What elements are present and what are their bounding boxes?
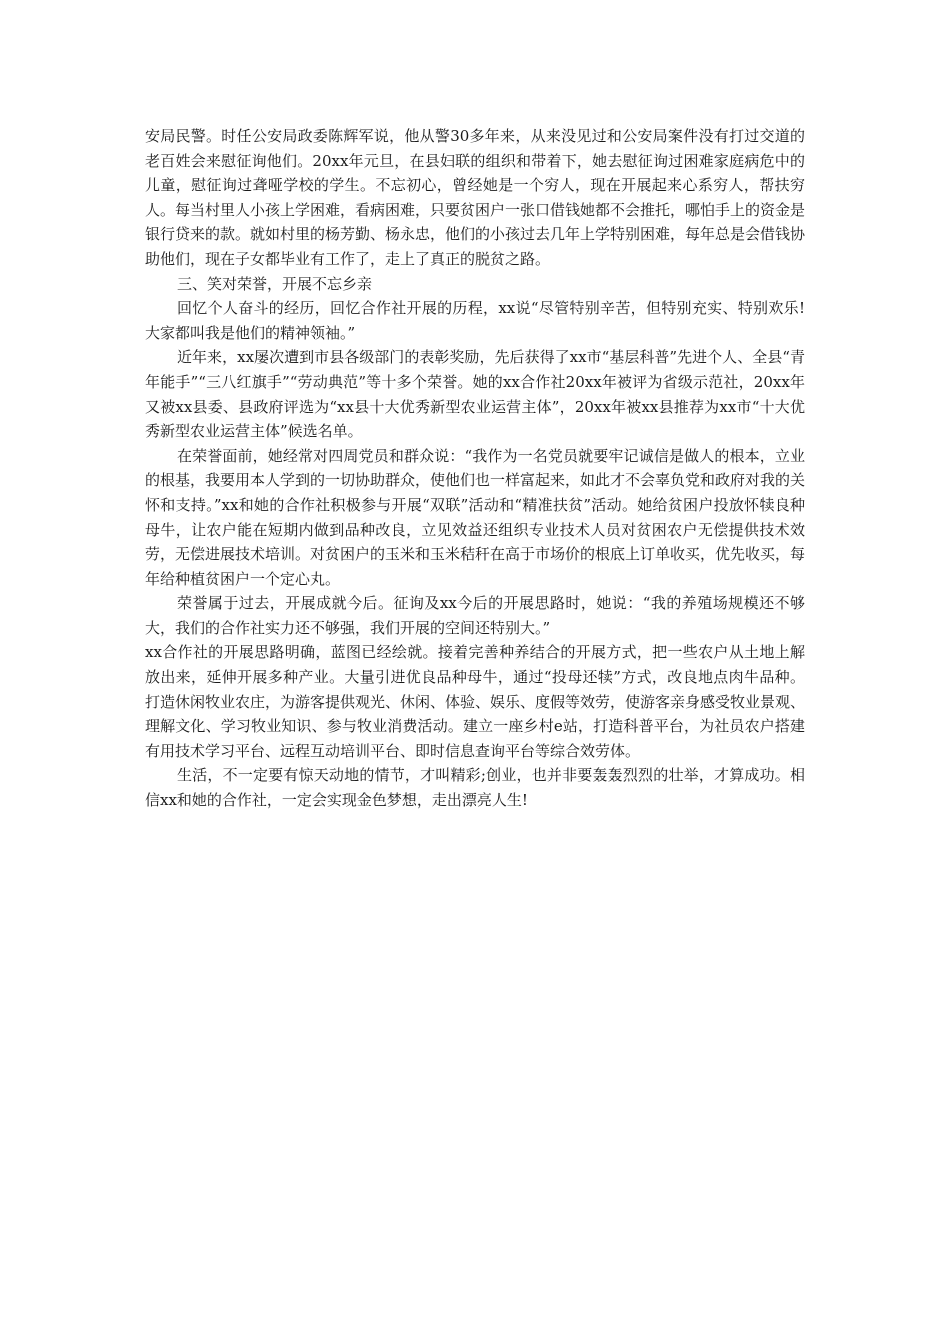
section-heading: 三、笑对荣誉，开展不忘乡亲 <box>177 274 373 293</box>
paragraph-4: 近年来，xx屡次遭到市县各级部门的表彰奖励，先后获得了xx市“基层科普”先进个人、全县“青年能手”“三八红旗手”“劳动典范”等十多个荣誉。她的xx合作社20xx年被评为省级示范社，20xx年又被xx县委、县政府评选为“xx县十大优秀新型农业运营主体”，20xx年被xx县推荐为xx市“十大优秀新型农业运营主体”候选名单。 <box>145 348 805 441</box>
paragraph-5: 在荣誉面前，她经常对四周党员和群众说：“我作为一名党员就要牢记诚信是做人的根本，立业的根基，我要用本人学到的一切协助群众，使他们也一样富起来，如此才不会辜负党和政府对我的关怀和支持。”xx和她的合作社积极参与开展“双联”活动和“精准扶贫”活动。她给贫困户投放怀犊良种母牛，让农户能在短期内做到品种改良，立见效益还组织专业技术人员对贫困农户无偿提供技术效劳，无偿进展技术培训。对贫困户的玉米和玉米秸秆在高于市场价的根底上订单收买，优先收买，每年给种植贫困户一个定心丸。 <box>145 446 806 588</box>
paragraph-8: 生活，不一定要有惊天动地的情节，才叫精彩;创业，也并非要轰轰烈烈的壮举，才算成功。相信xx和她的合作社，一定会实现金色梦想，走出漂亮人生! <box>145 766 805 810</box>
paragraph-7: xx合作社的开展思路明确，蓝图已经绘就。接着完善种养结合的开展方式，把一些农户从土地上解放出来，延伸开展多种产业。大量引进优良品种母牛，通过“投母还犊”方式，改良地点肉牛品种。打造休闲牧业农庄，为游客提供观光、休闲、体验、娱乐、度假等效劳，使游客亲身感受牧业景观、理解文化、学习牧业知识、参与牧业消费活动。建立一座乡村e站，打造科普平台，为社员农户搭建有用技术学习平台、远程互动培训平台、即时信息查询平台等综合效劳体。 <box>145 643 806 760</box>
paragraph-3: 回忆个人奋斗的经历，回忆合作社开展的历程，xx说“尽管特别辛苦，但特别充实、特别欢乐!大家都叫我是他们的精神领袖。” <box>145 299 805 342</box>
paragraph-1: 安局民警。时任公安局政委陈辉军说，他从警30多年来，从来没见过和公安局案件没有打过交道的老百姓会来慰征询他们。20xx年元旦，在县妇联的组织和带着下，她去慰征询过困难家庭病危中的儿童，慰征询过聋哑学校的学生。不忘初心，曾经她是一个穷人，现在开展起来心系穷人，帮扶穷人。每当村里人小孩上学困难，看病困难，只要贫困户一张口借钱她都不会推托，哪怕手上的资金是银行贷来的款。就如村里的杨芳勤、杨永忠，他们的小孩过去几年上学特别困难，每年总是会借钱协助他们，现在子女都毕业有工作了，走上了真正的脱贫之路。 <box>145 127 806 268</box>
paragraph-6: 荣誉属于过去，开展成就今后。征询及xx今后的开展思路时，她说：“我的养殖场规模还不够大，我们的合作社实力还不够强，我们开展的空间还特别大。” <box>145 594 805 637</box>
document-body <box>145 124 805 813</box>
